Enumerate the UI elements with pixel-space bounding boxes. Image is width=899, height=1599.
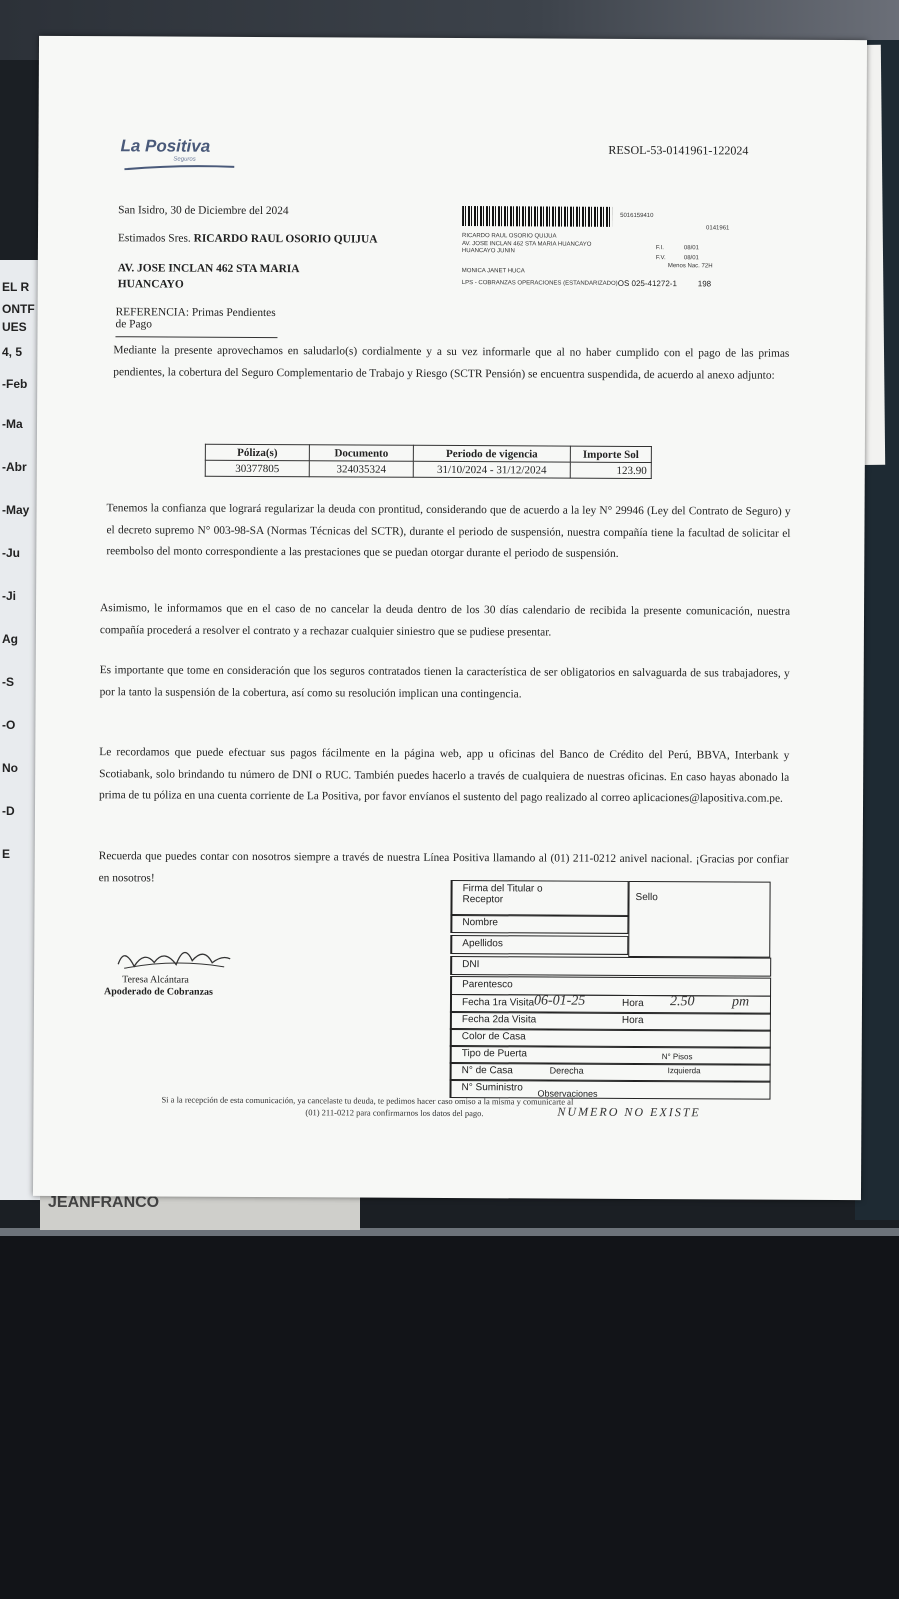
hora2-label: Hora: [621, 1014, 644, 1027]
form-row-label: Firma del Titular o Receptor: [462, 883, 543, 906]
signer-title: Apoderado de Cobranzas: [104, 986, 213, 998]
handwritten-note: NUMERO NO EXISTE: [557, 1104, 701, 1120]
company-logo-sub: Seguros: [173, 156, 196, 163]
label-dept: LPS - COBRANZAS OPERACIONES (ESTANDARIZADO): [461, 280, 618, 287]
form-row-label: Color de Casa: [461, 1031, 526, 1043]
form-row: [450, 935, 628, 955]
form-row-label: Apellidos: [462, 938, 503, 950]
calendar-text: -Ju: [2, 546, 20, 560]
calendar-text: -S: [2, 675, 14, 689]
form-row-label: N° Suministro: [461, 1082, 523, 1094]
calendar-text: -O: [2, 718, 16, 732]
hora-label: Hora: [621, 997, 644, 1010]
barcode-icon: [462, 206, 612, 227]
visit1-time: 2.50: [669, 994, 695, 1010]
calendar-text: Ag: [2, 632, 18, 646]
paragraph-3: Asimismo, le informamos que en el caso de no cancelar la deuda dentro de los 30 días calendario de recibida la presente comunicación, nuestra compañía procederá a resolver el contrato y a rechazar cualquier siniestro que se pudiese presentar.: [99, 602, 791, 639]
label-fv-value: 08/01: [683, 255, 699, 262]
label-count: 198: [697, 279, 712, 289]
table-cell: 123.90: [570, 462, 651, 478]
calendar-text: 4, 5: [2, 345, 23, 359]
strip-text: JEANFRANCO: [48, 1194, 160, 1211]
calendar-text: ONTF: [2, 302, 35, 316]
recipient-name: RICARDO RAUL OSORIO QUIJUA: [193, 232, 378, 246]
seal-box: [628, 881, 770, 958]
label-fi-value: 08/01: [683, 245, 699, 252]
calendar-text: No: [2, 761, 18, 775]
seal-label: Sello: [635, 891, 658, 904]
pisos-label: N° Pisos: [661, 1052, 693, 1062]
label-sender: MONICA JANET HUCA: [461, 268, 525, 275]
form-row: [450, 956, 771, 977]
calendar-text: -D: [2, 804, 15, 818]
label-name: RICARDO RAUL OSORIO QUIJUA: [461, 233, 557, 240]
table-header-cell: Importe Sol: [570, 446, 651, 462]
paragraph-2: Tenemos la confianza que logrará regularizar la deuda con prontitud, considerando que de acuerdo a la ley N° 29946 (Ley del Contrato de Seguro) y el decreto supremo N° 003-98-SA (Normas Técnicas del SCTR), durante el periodo de suspensión, nuestra compañía tiene la facultad de solicitar el reembolso del monto correspondiente a las prestaciones que se puedan otorgar durante el periodo de suspensión.: [106, 502, 791, 560]
courier-label: [448, 200, 738, 297]
label-city: HUANCAYO JUNIN: [461, 248, 515, 255]
label-code-right: 0141961: [706, 225, 730, 232]
background-desk: [0, 1230, 899, 1599]
side-izquierda: Izquierda: [667, 1066, 701, 1076]
policy-table: [205, 444, 652, 479]
visit1-ampm: pm: [731, 994, 750, 1010]
reception-form: [449, 880, 772, 1132]
table-cell: 30377805: [205, 460, 309, 477]
calendar-text: EL R: [2, 280, 30, 294]
form-row-label: Parentesco: [462, 979, 513, 991]
letter-page: [33, 36, 867, 1200]
table-row: [205, 460, 651, 478]
calendar-text: -Feb: [2, 377, 28, 391]
form-row-label: Tipo de Puerta: [461, 1048, 527, 1060]
label-fi: F.I.: [655, 245, 664, 252]
paragraph-6: Recuerda que puedes contar con nosotros siempre a través de nuestra Línea Positiva llamando al (01) 211-0212 anivel nacional. ¡Gracias por confiar en nosotros!: [98, 850, 789, 884]
table-header-cell: Póliza(s): [205, 444, 309, 461]
calendar-text: -Ma: [2, 417, 23, 431]
address-line-1: AV. JOSE INCLAN 462 STA MARIA: [117, 262, 300, 276]
table-cell: 31/10/2024 - 31/12/2024: [413, 461, 570, 478]
calendar-text: -Abr: [2, 460, 27, 474]
calendar-text: E: [2, 847, 11, 861]
calendar-text: -Ji: [2, 589, 17, 603]
form-row-label: N° de Casa: [461, 1065, 513, 1077]
reference-code: RESOL-53-0141961-122024: [608, 142, 749, 158]
form-row-label: Nombre: [462, 917, 499, 929]
label-os-number: OS 025-41272-1: [617, 278, 677, 289]
observaciones-label: Observaciones: [537, 1088, 598, 1099]
intro-paragraph: Mediante la presente aprovechamos en saludarlo(s) cordialmente y a su vez informarle que al no haber cumplido con el pago de las primas pendientes, la cobertura del Seguro Complementario de Trabajo y Riesgo (SCTR Pensión) se encuentra suspendida, de acuerdo al anexo adjunto:: [113, 344, 790, 382]
side-derecha: Derecha: [549, 1065, 584, 1076]
form-row: [450, 880, 628, 917]
company-logo: La Positiva: [120, 136, 211, 156]
label-code-top: 5016159410: [620, 212, 654, 220]
reference-label: REFERENCIA: Primas Pendientes de Pago: [115, 306, 277, 338]
form-row: [450, 914, 628, 934]
calendar-text: UES: [2, 320, 27, 334]
label-delivery: Menos Nac. 72H: [667, 263, 713, 270]
signer-name: Teresa Alcántara: [122, 974, 189, 986]
signature-icon: [114, 936, 234, 977]
form-row-label: Fecha 1ra Visita: [461, 997, 535, 1009]
form-row-label: Fecha 2da Visita: [461, 1014, 537, 1026]
table-cell: 324035324: [309, 461, 413, 478]
greeting-prefix: Estimados Sres.: [117, 232, 191, 245]
date-line: San Isidro, 30 de Diciembre del 2024: [118, 204, 289, 218]
calendar-text: -May: [2, 503, 30, 517]
label-addr: AV. JOSE INCLAN 462 STA MARIA HUANCAYO: [461, 241, 592, 248]
form-row-label: DNI: [462, 959, 480, 971]
footnote-2: (01) 211-0212 para confirmarnos los datos del pago.: [305, 1107, 484, 1119]
paragraph-4: Es importante que tome en consideración que los seguros contratados tienen la característica de ser obligatorios en salvaguarda de sus trabajadores, y por la tanto la suspensión de la cobertura, así como su resolución implican una contingencia.: [99, 664, 790, 700]
greeting-line: [118, 232, 378, 245]
table-header-cell: Periodo de vigencia: [413, 445, 570, 462]
footnote-1: Si a la recepción de esta comunicación, ya cancelaste tu deuda, te pedimos hacer caso omiso a la misma y comunicarte al: [161, 1094, 574, 1107]
logo-swoosh-icon: [124, 164, 234, 171]
label-fv: F.V.: [655, 255, 666, 262]
table-header-cell: Documento: [309, 445, 413, 462]
visit1-date: 06-01-25: [533, 993, 586, 1009]
address-line-2: HUANCAYO: [117, 278, 184, 291]
paragraph-5: Le recordamos que puede efectuar sus pagos fácilmente en la página web, app u oficinas del Banco de Crédito del Perú, BBVA, Interbank y Scotiabank, solo brindando tu número de DNI o RUC. También puedes hacerlo a través de cualquiera de nuestras oficinas. En caso hayas abonado la prima de tu póliza en una cuenta corriente de La Positiva, por favor envíanos el sustento del pago realizado al correo aplicaciones@lapositiva.com.pe.: [99, 746, 790, 805]
